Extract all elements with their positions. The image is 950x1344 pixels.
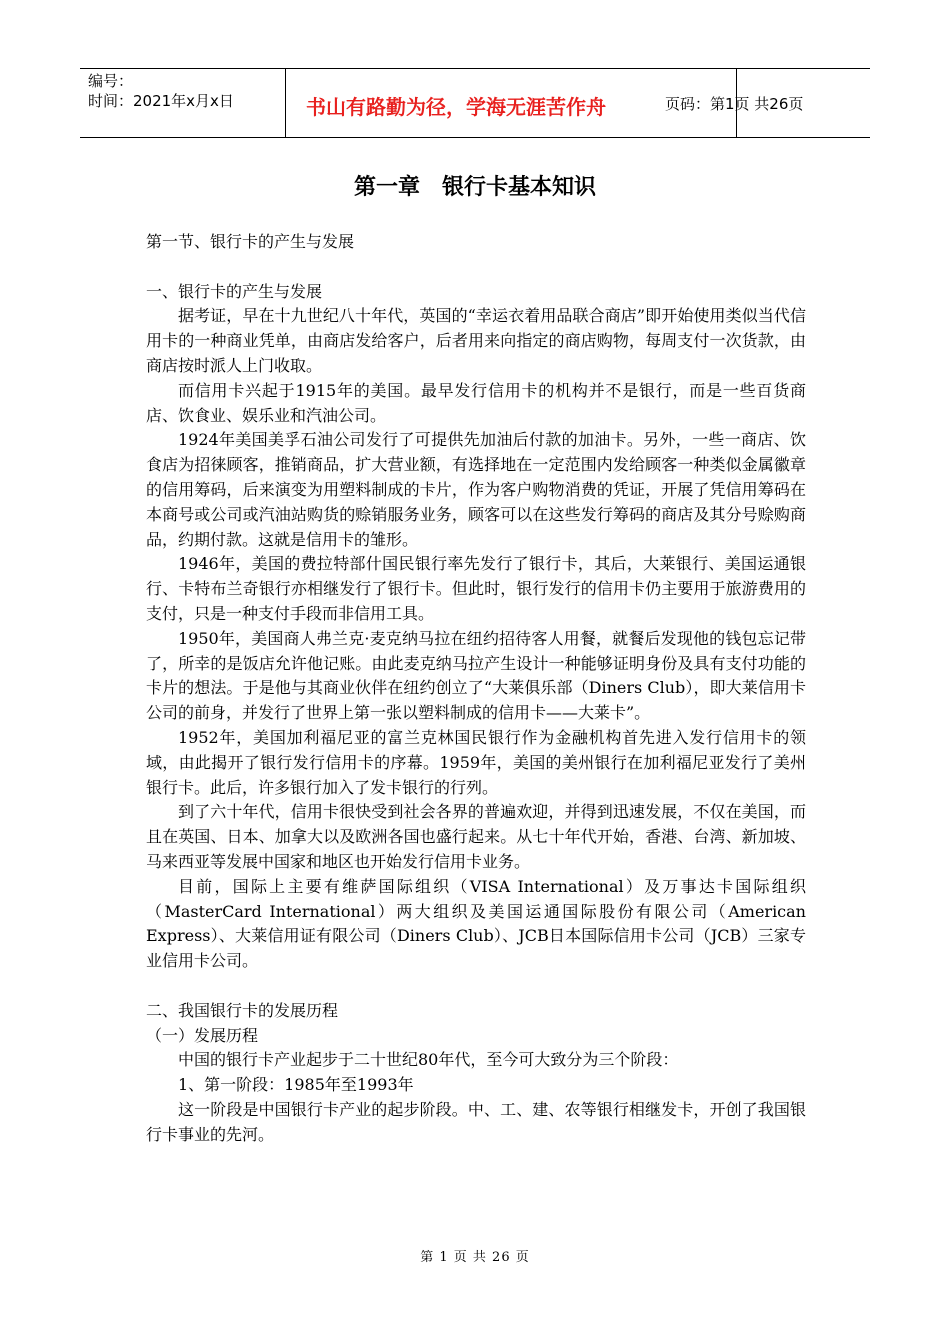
page-header <box>80 68 870 138</box>
subsection-heading: 一、银行卡的产生与发展 <box>146 281 323 301</box>
paragraph: 据考证，早在十九世纪八十年代，英国的“幸运衣着用品联合商店”即开始使用类似当代信用卡的一种商业凭单，由商店发给客户，后者用来向指定的商店购物，每周支付一次货款，由商店按时派人上门收取。 <box>146 306 806 375</box>
paragraph: 而信用卡兴起于1915年的美国。最早发行信用卡的机构并不是银行，而是一些百货商店、饮食业、娱乐业和汽油公司。 <box>146 380 806 425</box>
subsection-heading: 二、我国银行卡的发展历程 <box>146 1000 339 1020</box>
motto-text: 书山有路勤为径，学海无涯苦作舟 <box>306 95 606 119</box>
blank-line <box>146 255 806 280</box>
paragraph: 到了六十年代，信用卡很快受到社会各界的普遍欢迎，并得到迅速发展，不仅在美国，而且在英国、日本、加拿大以及欧洲各国也盛行起来。从七十年代开始，香港、台湾、新加坡、马来西亚等发展中国家和地区也开始发行信用卡业务。 <box>146 802 806 871</box>
header-meta <box>88 71 234 111</box>
blank-line <box>146 974 806 999</box>
paragraph: 中国的银行卡产业起步于二十世纪80年代，至今可大致分为三个阶段： <box>178 1050 679 1070</box>
paragraph: 1924年美国美孚石油公司发行了可提供先加油后付款的加油卡。另外，一些一商店、饮食店为招徕顾客，推销商品，扩大营业额，有选择地在一定范围内发给顾客一种类似金属徽章的信用筹码，后来演变为用塑料制成的卡片，作为客户购物消费的凭证，开展了凭信用筹码在本商号或公司或汽油站购货的赊销服务业务，顾客可以在这些发行筹码的商店及其分号赊购商品，约期付款。这就是信用卡的雏形。 <box>146 430 806 549</box>
section-heading: 第一节、银行卡的产生与发展 <box>146 232 355 251</box>
page-footer: 第 1 页 共 26 页 <box>420 1250 530 1265</box>
paragraph: 1、第一阶段：1985年至1993年 <box>178 1075 414 1095</box>
document-body <box>146 230 806 1147</box>
paragraph: 1950年，美国商人弗兰克·麦克纳马拉在纽约招待客人用餐，就餐后发现他的钱包忘记带了，所幸的是饭店允许他记账。由此麦克纳马拉产生设计一种能够证明身份及具有支付功能的卡片的想法。于是他与其商业伙伴在纽约创立了“大莱俱乐部（Diners Club），即大莱信用卡公司的前身，并发行了世界上第一张以塑料制成的信用卡——大莱卡”。 <box>146 628 806 723</box>
serial-label: 编号： <box>88 72 134 90</box>
sub-heading: （一）发展历程 <box>146 1025 259 1045</box>
chapter-title: 第一章 银行卡基本知识 <box>353 175 596 200</box>
paragraph: 目前，国际上主要有维萨国际组织（VISA International）及万事达卡国际组织（MasterCard International）两大组织及美国运通国际股份有限公司（American Express）、大莱信用证有限公司（Diners Club）、JCB日本国际信用卡公司（JCB）三家专业信用卡公司。 <box>146 876 806 971</box>
paragraph: 1946年，美国的费拉特部什国民银行率先发行了银行卡，其后，大莱银行、美国运通银行、卡特布兰奇银行亦相继发行了银行卡。但此时，银行发行的信用卡仍主要用于旅游费用的支付，只是一种支付手段而非信用工具。 <box>146 554 806 623</box>
time-label: 时间：2021年x月x日 <box>88 92 234 110</box>
paragraph: 1952年，美国加利福尼亚的富兰克林国民银行作为金融机构首先进入发行信用卡的领域，由此揭开了银行发行信用卡的序幕。1959年，美国的美州银行在加利福尼亚发行了美州银行卡。此后，许多银行加入了发卡银行的行列。 <box>146 727 806 797</box>
header-page-info: 页码：第1页 共26页 <box>665 95 804 113</box>
paragraph: 这一阶段是中国银行卡产业的起步阶段。中、工、建、农等银行相继发卡，开创了我国银行卡事业的先河。 <box>146 1099 806 1144</box>
